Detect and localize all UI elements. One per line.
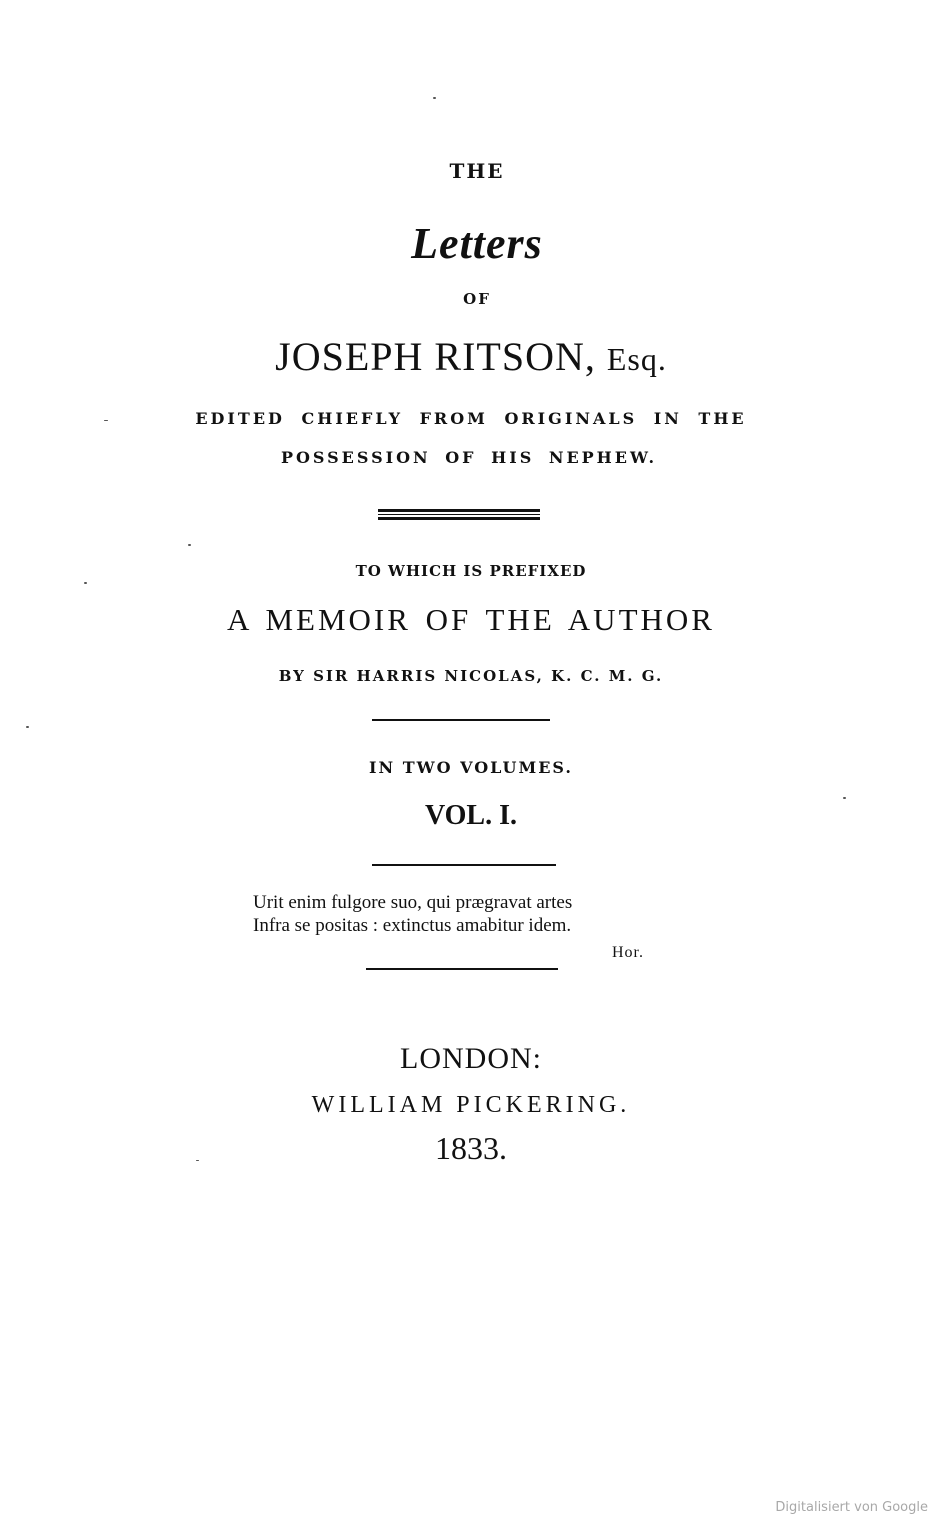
imprint-publisher: WILLIAM PICKERING.	[311, 1092, 631, 1118]
epigraph-line-2: Infra se positas : extinctus amabitur idem.	[253, 915, 572, 936]
digitization-watermark: Digitalisiert von Google	[775, 1500, 928, 1515]
memoir-author-line: BY SIR HARRIS NICOLAS, K. C. M. G.	[278, 667, 664, 685]
author-suffix: Esq.	[606, 341, 667, 377]
rule-2	[372, 864, 556, 866]
title-article: THE	[449, 159, 505, 183]
volumes-line: IN TWO VOLUMES.	[369, 758, 573, 777]
epigraph-attribution: Hor.	[612, 944, 644, 961]
title-letters: Letters	[411, 219, 543, 268]
imprint-year: 1833.	[435, 1130, 507, 1166]
title-of: OF	[463, 290, 491, 308]
prefixed-line: TO WHICH IS PREFIXED	[355, 562, 587, 580]
edited-line-2: POSSESSION OF HIS NEPHEW.	[280, 448, 658, 467]
volume-number: VOL. I.	[424, 800, 517, 831]
author-name: JOSEPH RITSON,	[275, 334, 596, 379]
rule-1	[372, 719, 550, 721]
author-line	[0, 333, 942, 380]
rule-3	[366, 968, 558, 970]
epigraph-line-1: Urit enim fulgore suo, qui prægravat artes	[253, 892, 573, 913]
imprint-city: LONDON:	[400, 1042, 542, 1075]
memoir-line: A MEMOIR OF THE AUTHOR	[227, 602, 715, 637]
edited-line-1: EDITED CHIEFLY FROM ORIGINALS IN THE	[195, 409, 747, 428]
